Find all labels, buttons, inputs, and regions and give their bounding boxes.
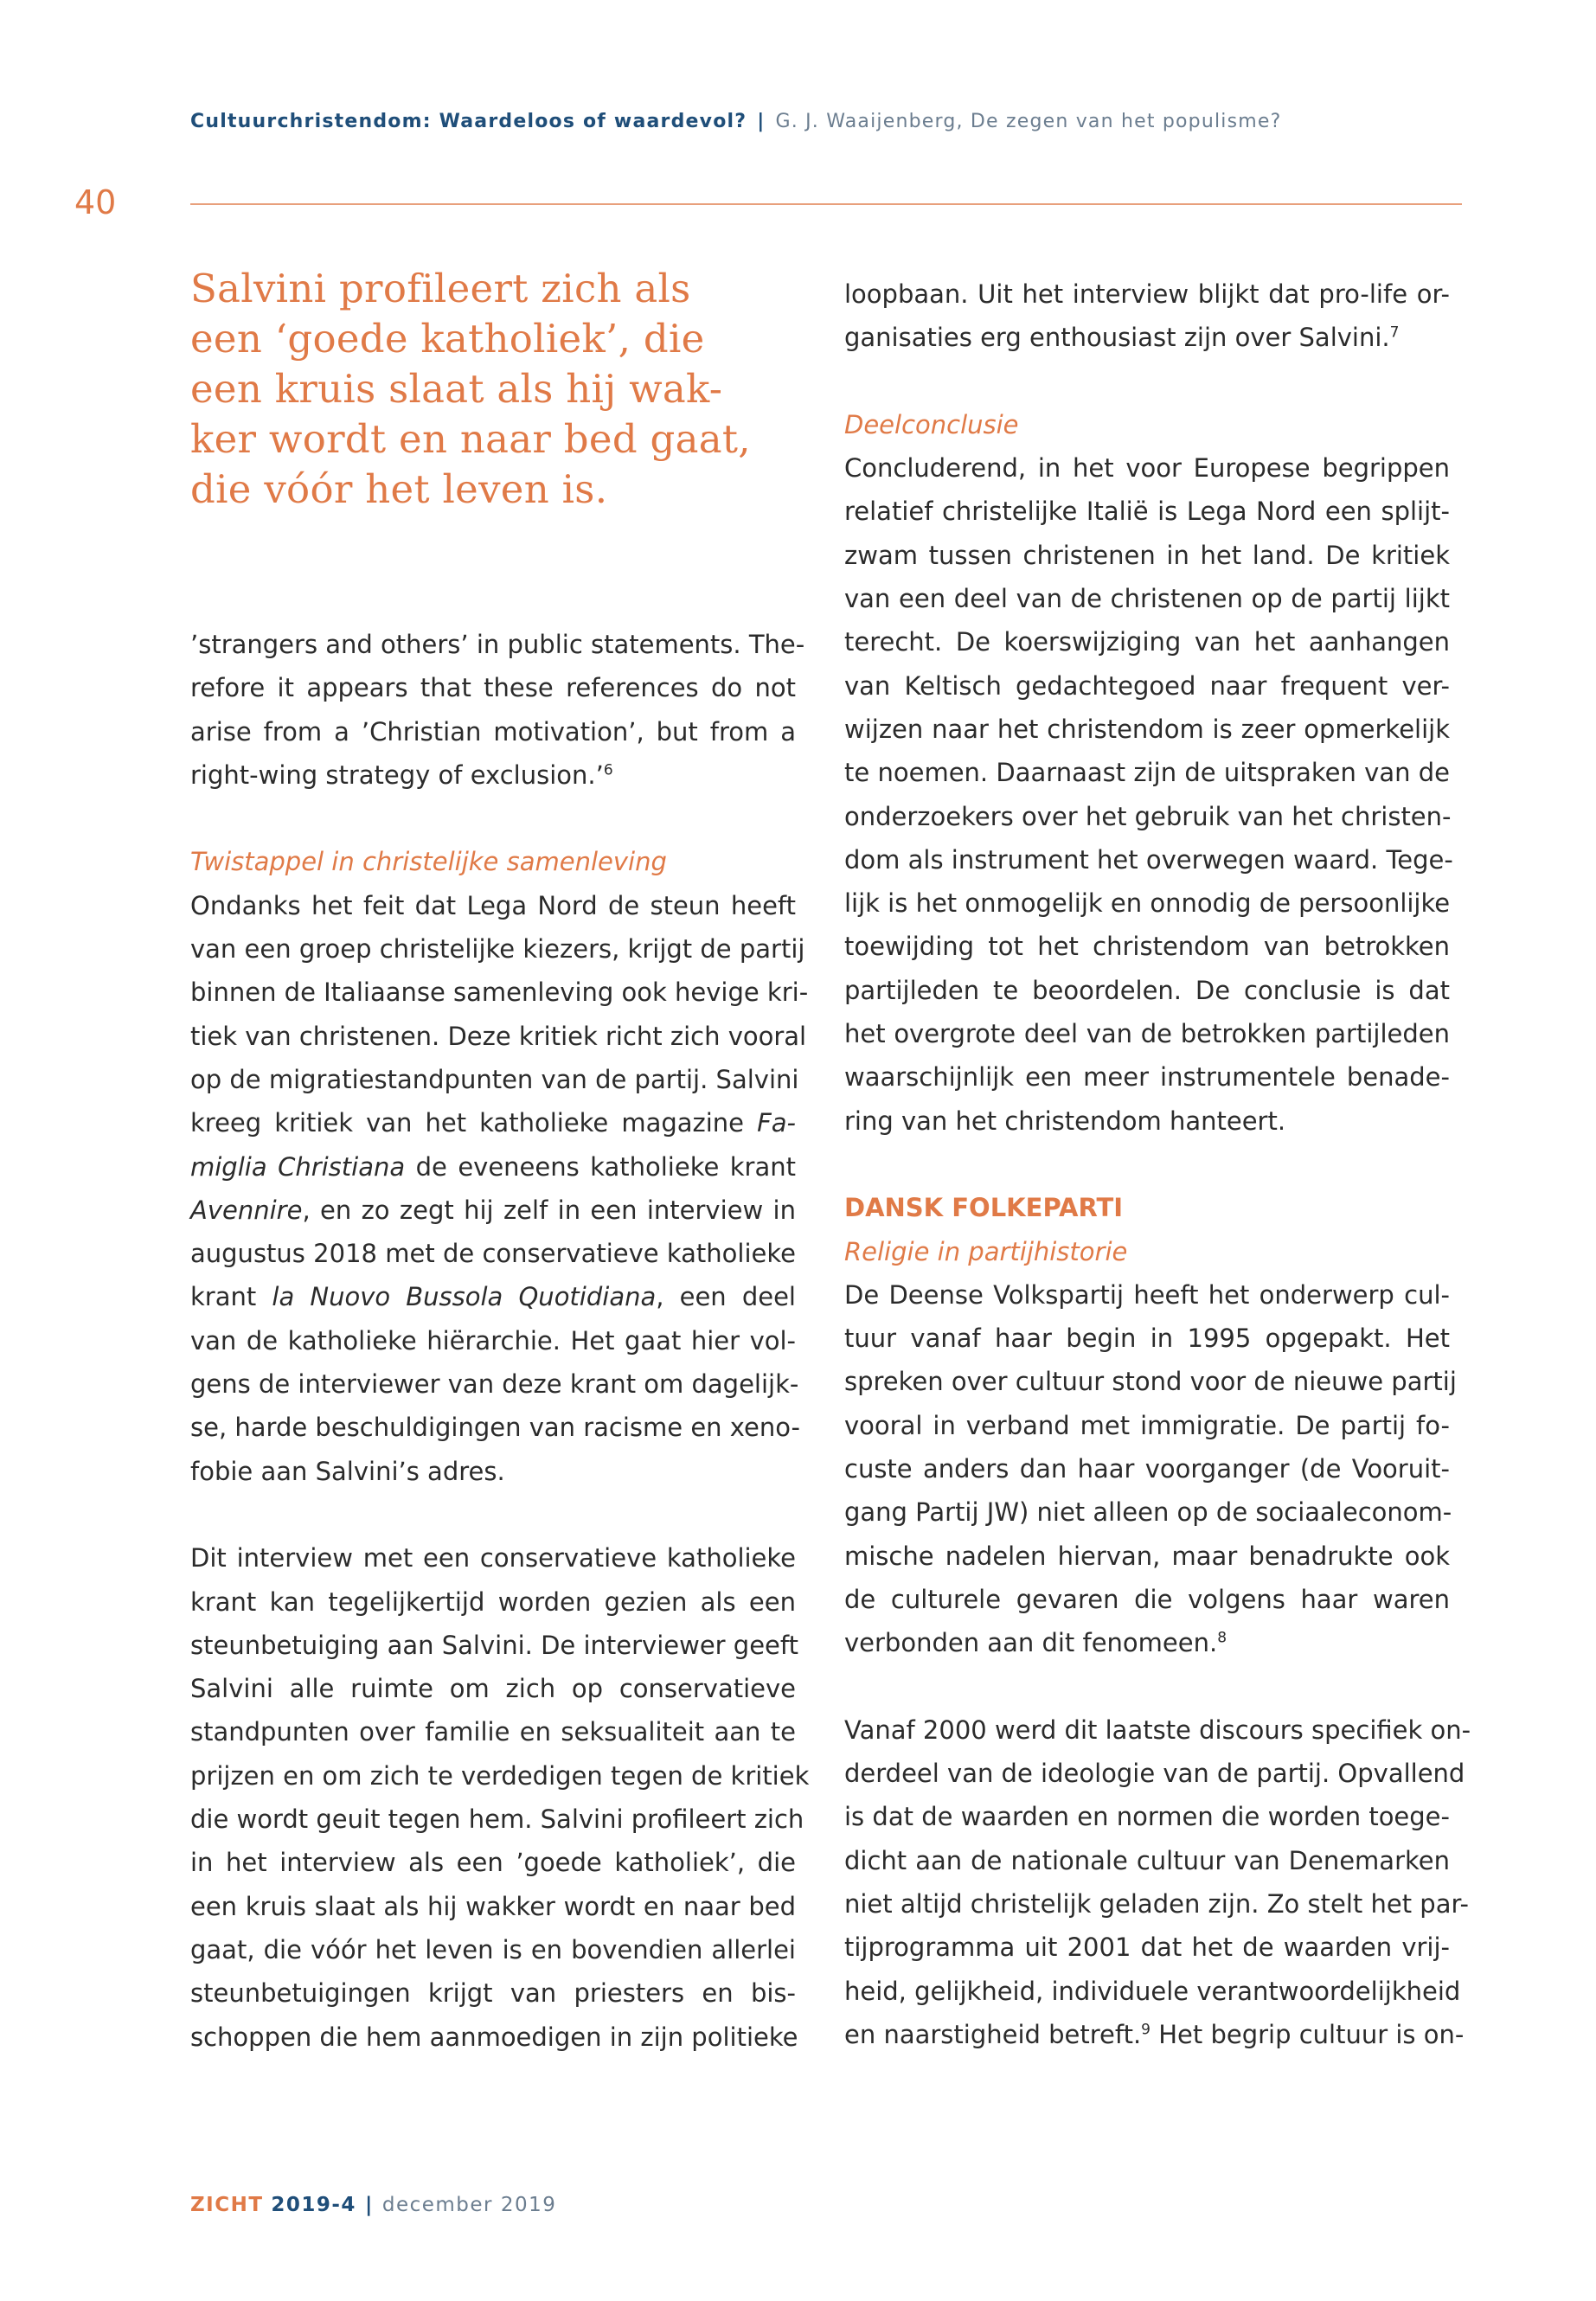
text-line: derdeel van de ideologie van de partij. Opvallend: [844, 1759, 1465, 1789]
text-line: vooral in verband met immigratie. De partij fo-: [844, 1410, 1450, 1440]
footnote-ref[interactable]: 8: [1217, 1629, 1227, 1647]
text-line: in het interview als een ’goede katholiek’, die: [190, 1848, 796, 1878]
italic-title: miglia Christiana: [190, 1151, 406, 1182]
text-line: lijk is het onmogelijk en onnodig de persoonlijke: [844, 888, 1451, 919]
text-line: binnen de Italiaanse samenleving ook hevige kri-: [190, 977, 809, 1008]
left-column: [190, 623, 810, 2059]
text-line: mische nadelen hiervan, maar benadrukte ook: [844, 1541, 1450, 1571]
text-line: Salvini alle ruimte om zich op conservatieve: [190, 1674, 796, 1704]
text-line: dicht aan de nationale cultuur van Denemarken: [844, 1845, 1450, 1875]
pull-quote-line: die vóór het leven is.: [190, 466, 608, 512]
text-line: van een deel van de christenen op de partij lijkt: [844, 584, 1450, 614]
text-line: tuur vanaf haar begin in 1995 opgepakt. Het: [844, 1324, 1450, 1354]
text-fragment: en naarstigheid betreft.: [844, 2019, 1142, 2049]
text-line: [190, 1145, 796, 1189]
header-separator: |: [757, 111, 766, 132]
paragraph-gap: [844, 1665, 1450, 1708]
text-line: [190, 1189, 796, 1232]
footer-separator: |: [364, 2194, 374, 2216]
text-fragment: de eveneens katholieke krant: [405, 1151, 796, 1182]
subheading: Deelconclusie: [844, 409, 1019, 439]
text-line: loopbaan. Uit het interview blijkt dat pro-life or-: [844, 279, 1450, 309]
text-fragment: ganisaties erg enthousiast zijn over Salvini.: [844, 323, 1390, 353]
text-line: custe anders dan haar voorganger (de Vooruit-: [844, 1454, 1450, 1484]
paragraph: [190, 1536, 810, 2059]
issue-date: december 2019: [381, 2194, 557, 2216]
paragraph: [844, 446, 1453, 1143]
page-number: 40: [74, 183, 117, 221]
text-line: standpunten over familie en seksualiteit aan te: [190, 1717, 796, 1747]
text-line: van Keltisch gedachtegoed naar frequent ver-: [844, 670, 1450, 701]
italic-title: la Nuovo Bussola Quotidiana: [272, 1282, 657, 1312]
text-fragment: , en zo zegt hij zelf in een interview in: [302, 1195, 796, 1225]
magazine-name: ZICHT: [190, 2194, 264, 2216]
text-fragment: kreeg kritiek van het katholieke magazine: [190, 1108, 758, 1138]
footnote-ref[interactable]: 6: [603, 761, 613, 779]
header-rule: [190, 203, 1462, 205]
text-line: [844, 316, 1450, 359]
paragraph: [190, 623, 805, 797]
text-line: van een groep christelijke kiezers, krijgt de partij: [190, 934, 805, 965]
section-heading: DANSK FOLKEPARTI: [844, 1193, 1124, 1223]
text-line: onderzoekers over het gebruik van het christen-: [844, 801, 1452, 831]
text-line: heid, gelijkheid, individuele verantwoordelijkheid: [844, 1976, 1461, 2006]
text-line: het overgrote deel van de betrokken partijleden: [844, 1019, 1450, 1049]
paragraph-gap: [190, 797, 796, 840]
text-line: [190, 753, 796, 797]
footnote-ref[interactable]: 9: [1141, 2021, 1151, 2039]
text-line: tiek van christenen. Deze kritiek richt zich vooral: [190, 1021, 807, 1051]
running-footer: [190, 2194, 556, 2216]
subheading: Religie in partijhistorie: [844, 1236, 1128, 1266]
pull-quote-line: een ‘goede katholiek’, die: [190, 316, 705, 362]
text-line: refore it appears that these references do not: [190, 673, 796, 703]
text-line: relatief christelijke Italië is Lega Nord een splijt-: [844, 497, 1450, 527]
paragraph: [844, 272, 1450, 360]
text-line: prijzen en om zich te verdedigen tegen de kritiek: [190, 1760, 810, 1791]
paragraph: [190, 884, 809, 1493]
text-line: die wordt geuit tegen hem. Salvini profileert zich: [190, 1804, 804, 1835]
issue-number: 2019-4: [271, 2194, 356, 2216]
pull-quote-line: Salvini profileert zich als: [190, 266, 691, 311]
text-line: dom als instrument het overwegen waard. Tege-: [844, 844, 1453, 875]
text-line: gaat, die vóór het leven is en bovendien allerlei: [190, 1934, 796, 1965]
text-line: op de migratiestandpunten van de partij. Salvini: [190, 1064, 799, 1094]
text-line: zwam tussen christenen in het land. De kritiek: [844, 540, 1450, 570]
text-line: niet altijd christelijk geladen zijn. Zo stelt het par-: [844, 1888, 1470, 1919]
text-line: partijleden te beoordelen. De conclusie is dat: [844, 975, 1450, 1005]
text-line: de culturele gevaren die volgens haar waren: [844, 1584, 1450, 1614]
subheading: Twistappel in christelijke samenleving: [190, 847, 667, 877]
text-line: toewijding tot het christendom van betrokken: [844, 932, 1450, 962]
journal-section-title: Cultuurchristendom: Waardeloos of waardevol?: [190, 111, 747, 132]
text-line: tijprogramma uit 2001 dat het de waarden vrij-: [844, 1932, 1450, 1963]
pull-quote-line: een kruis slaat als hij wak-: [190, 366, 723, 412]
paragraph: [844, 1273, 1457, 1665]
text-line: Concluderend, in het voor Europese begrippen: [844, 453, 1450, 484]
text-line: terecht. De koerswijziging van het aanhangen: [844, 627, 1450, 657]
paragraph-gap: [844, 1143, 1450, 1186]
text-line: wijzen naar het christendom is zeer opmerkelijk: [844, 714, 1450, 744]
text-line: [190, 1275, 796, 1318]
text-line: ’strangers and others’ in public statements. The-: [190, 630, 805, 659]
text-line: Dit interview met een conservatieve katholieke: [190, 1543, 796, 1574]
text-line: gens de interviewer van deze krant om dagelijk-: [190, 1369, 799, 1400]
text-line: gang Partij JW) niet alleen op de sociaaleconom-: [844, 1497, 1452, 1528]
text-line: arise from a ’Christian motivation’, but from a: [190, 716, 796, 747]
pull-quote: [190, 264, 796, 515]
text-line: waarschijnlijk een meer instrumentele benade-: [844, 1062, 1450, 1093]
text-line: is dat de waarden en normen die worden toege-: [844, 1802, 1450, 1832]
text-line: schoppen die hem aanmoedigen in zijn politieke: [190, 2022, 798, 2052]
text-line: [190, 1101, 796, 1144]
italic-title: Avennire: [190, 1195, 303, 1225]
text-line: te noemen. Daarnaast zijn de uitspraken van de: [844, 758, 1450, 788]
text-fragment: krant: [190, 1282, 272, 1312]
text-line: Ondanks het feit dat Lega Nord de steun heeft: [190, 890, 796, 920]
footnote-ref[interactable]: 7: [1389, 324, 1400, 342]
text-fragment: right-wing strategy of exclusion.’: [190, 760, 604, 790]
pull-quote-line: ker wordt en naar bed gaat,: [190, 416, 751, 462]
text-fragment: verbonden aan dit fenomeen.: [844, 1628, 1218, 1658]
text-line: Vanaf 2000 werd dit laatste discours specifiek on-: [844, 1715, 1471, 1745]
text-fragment: , een deel: [656, 1282, 796, 1312]
text-line: steunbetuiging aan Salvini. De interviewer geeft: [190, 1630, 798, 1660]
paragraph: [844, 1708, 1471, 2056]
text-line: spreken over cultuur stond voor de nieuwe partij: [844, 1367, 1457, 1397]
article-citation: G. J. Waaijenberg, De zegen van het populisme?: [775, 111, 1282, 132]
italic-title: Fa-: [757, 1108, 796, 1138]
text-line: fobie aan Salvini’s adres.: [190, 1456, 505, 1486]
paragraph-gap: [190, 1493, 796, 1536]
text-line: augustus 2018 met de conservatieve katholieke: [190, 1239, 796, 1269]
text-line: se, harde beschuldigingen van racisme en xeno-: [190, 1413, 801, 1443]
running-header: [190, 111, 1462, 132]
right-column: [844, 272, 1471, 2056]
text-line: een kruis slaat als hij wakker wordt en naar bed: [190, 1891, 796, 1921]
paragraph-gap: [844, 360, 1450, 403]
text-line: steunbetuigingen krijgt van priesters en bis-: [190, 1978, 796, 2009]
text-line: [844, 2013, 1465, 2056]
text-line: [844, 1621, 1450, 1664]
text-line: De Deense Volkspartij heeft het onderwerp cul-: [844, 1279, 1450, 1310]
text-fragment: Het begrip cultuur is on-: [1151, 2019, 1465, 2049]
text-line: ring van het christendom hanteert.: [844, 1106, 1286, 1136]
text-line: van de katholieke hiërarchie. Het gaat hier vol-: [190, 1325, 796, 1356]
text-line: krant kan tegelijkertijd worden gezien als een: [190, 1586, 796, 1617]
